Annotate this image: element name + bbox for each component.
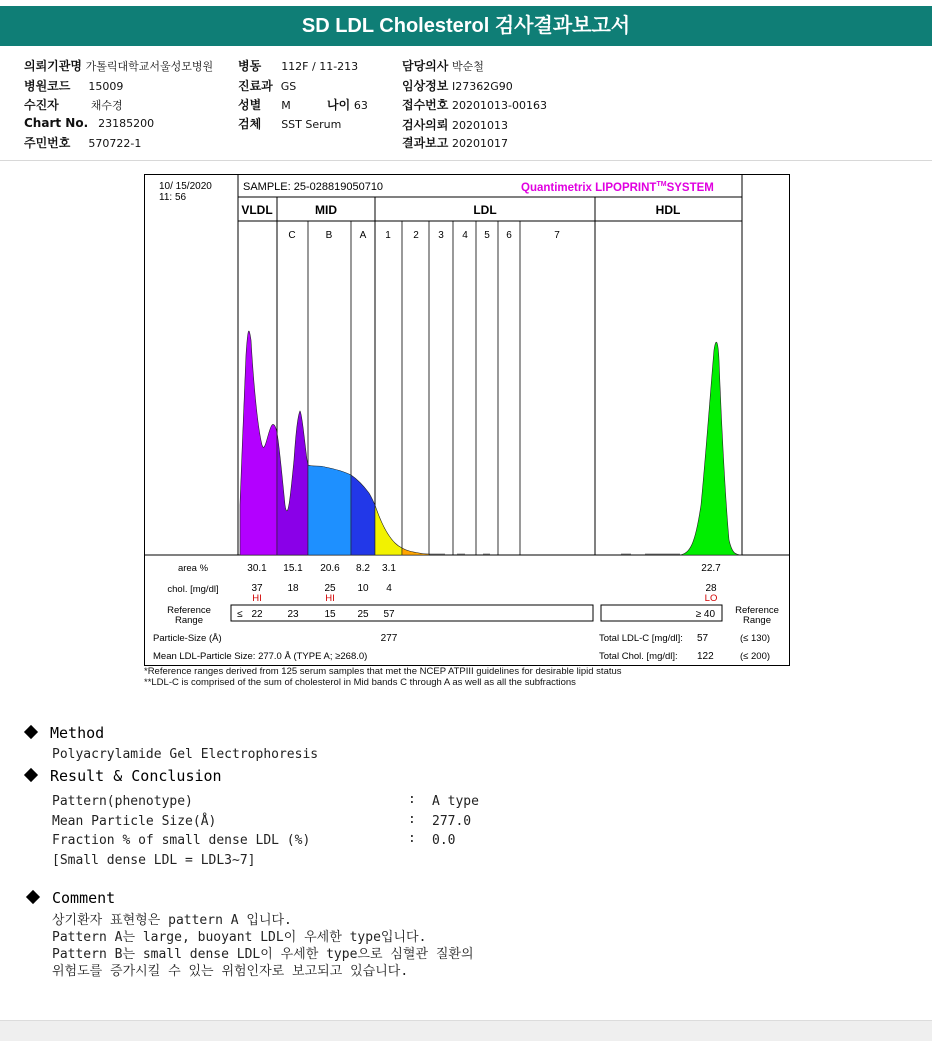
- area-value: 15.1: [283, 563, 303, 574]
- footnote-1: *Reference ranges derived from 125 serum samples that met the NCEP ATPIII guidelines for desirable lipid status: [144, 666, 622, 677]
- chol-row: [251, 583, 392, 604]
- info-patient-name: [24, 96, 123, 113]
- sub-c: C: [288, 230, 296, 241]
- info-key: 접수번호: [402, 98, 449, 112]
- info-key: Chart No.: [24, 116, 89, 130]
- info-key: 임상정보: [402, 79, 449, 93]
- report-date: 10/ 15/2020: [159, 181, 212, 192]
- page-title: SD LDL Cholesterol 검사결과보고서: [0, 6, 932, 46]
- comment-line: 상기환자 표현형은 pattern A 입니다.: [52, 913, 292, 928]
- band-hdl: HDL: [655, 203, 681, 217]
- info-clinical: [402, 77, 513, 94]
- info-resident-no: [24, 134, 141, 151]
- area-value: 3.1: [382, 563, 396, 574]
- info-key: 성별: [238, 98, 262, 112]
- info-value: 채수경: [90, 99, 123, 112]
- info-key: 주민번호: [24, 136, 71, 150]
- info-value: SST Serum: [281, 118, 342, 131]
- result-sep: :: [408, 831, 416, 846]
- area-value: 8.2: [356, 563, 370, 574]
- result-label: Pattern(phenotype): [52, 794, 193, 809]
- lipoprint-chart: [145, 175, 789, 665]
- info-ward: [238, 57, 358, 74]
- particle-size-label: Particle-Size (Å): [153, 633, 222, 644]
- info-doctor: [402, 57, 484, 74]
- info-specimen: [238, 115, 341, 132]
- chol-value: 37: [251, 583, 263, 594]
- info-value: 15009: [88, 80, 124, 93]
- result-value: 277.0: [432, 814, 472, 829]
- info-key: 담당의사: [402, 59, 449, 73]
- sub-ldl2: 2: [413, 230, 419, 241]
- area-value: 30.1: [247, 563, 267, 574]
- row-label-range: Range: [175, 615, 203, 626]
- info-value: 가톨릭대학교서울성모병원: [85, 60, 214, 73]
- system-name-text: Quantimetrix LIPOPRINT: [521, 182, 657, 194]
- hdl-peak: [680, 342, 742, 555]
- info-chart-no: [24, 116, 154, 130]
- info-age: [327, 96, 368, 113]
- result-sep: :: [408, 812, 416, 827]
- report-time: 11: 56: [159, 192, 187, 203]
- comment-line: Pattern A는 large, buoyant LDL이 우세한 type입니다.: [52, 930, 427, 945]
- sub-ldl5: 5: [484, 230, 490, 241]
- info-sex: [238, 96, 291, 113]
- mid-a-peak: [351, 475, 375, 555]
- header-divider: [0, 160, 932, 161]
- info-value: 20201013-00163: [452, 99, 547, 112]
- system-name: [521, 181, 714, 194]
- lipoprint-report: [144, 174, 790, 666]
- hdl-area: 22.7: [701, 563, 721, 574]
- info-key: 결과보고: [402, 136, 449, 150]
- ldl1-peak: [375, 505, 402, 555]
- chol-value: 4: [386, 583, 392, 594]
- result-label: Fraction % of small dense LDL (%): [52, 833, 311, 848]
- result-heading-text: Result & Conclusion: [50, 767, 222, 785]
- info-key: 수진자: [24, 98, 59, 112]
- info-hospital-code: [24, 77, 123, 94]
- result-note: [Small dense LDL = LDL3~7]: [52, 853, 256, 868]
- ref-value: 25: [357, 609, 369, 620]
- bottom-bar: [0, 1020, 932, 1041]
- hdl-flag: LO: [704, 593, 718, 604]
- info-value: 112F / 11-213: [281, 60, 359, 73]
- sub-b: B: [325, 230, 333, 241]
- hdl-ref: ≥ 40: [695, 609, 715, 620]
- info-value: M: [281, 99, 291, 112]
- comment-line: 위험도를 증가시킬 수 있는 위험인자로 보고되고 있습니다.: [52, 964, 409, 979]
- system-tm: TM: [656, 181, 667, 188]
- total-ldl-ref: (≤ 130): [740, 633, 771, 644]
- result-heading: [26, 767, 222, 785]
- info-value: 박순철: [452, 60, 484, 73]
- chol-value: 10: [357, 583, 369, 594]
- ref-value: 22: [251, 609, 263, 620]
- band-ldl: LDL: [473, 203, 497, 217]
- sub-ldl7: 7: [554, 230, 560, 241]
- method-heading: [26, 724, 104, 742]
- result-sep: :: [408, 792, 416, 807]
- ref-box-ldl: [231, 605, 593, 621]
- info-key: 의뢰기관명: [24, 59, 82, 73]
- method-heading-text: Method: [50, 724, 105, 742]
- vldl-peak: [240, 331, 277, 555]
- sub-ldl6: 6: [506, 230, 512, 241]
- total-ldl-value: 57: [697, 633, 709, 644]
- total-chol-value: 122: [697, 651, 714, 662]
- sub-ldl4: 4: [462, 230, 468, 241]
- info-key: 나이: [327, 98, 351, 112]
- area-value: 20.6: [320, 563, 340, 574]
- ldl2-peak: [402, 548, 429, 555]
- ref-value: 23: [287, 609, 299, 620]
- hdl-chol: 28: [705, 583, 717, 594]
- info-value: 20201017: [452, 137, 509, 150]
- particle-size-value: 277: [380, 633, 398, 644]
- result-value: 0.0: [432, 833, 456, 848]
- row-label-chol: chol. [mg/dl]: [167, 584, 219, 595]
- info-value: 570722-1: [88, 137, 142, 150]
- info-value: 23185200: [98, 117, 155, 130]
- info-key: 병동: [238, 59, 262, 73]
- ref-row: [237, 609, 395, 620]
- info-request-date: [402, 116, 508, 133]
- info-receipt-no: [402, 96, 547, 113]
- info-key: 병원코드: [24, 79, 71, 93]
- diamond-bullet-icon: [24, 725, 38, 739]
- row-label-range-right: Range: [743, 615, 771, 626]
- info-value: I27362G90: [452, 80, 513, 93]
- mean-ldl-size: Mean LDL-Particle Size: 277.0 Å (TYPE A; ≥268.0): [153, 651, 368, 662]
- row-label-ref: Reference: [167, 605, 211, 616]
- footnote-2: **LDL-C is comprised of the sum of cholesterol in Mid bands C through A as well as all the subfractions: [144, 677, 576, 688]
- comment-heading-text: Comment: [52, 889, 116, 907]
- mid-c-peak: [277, 411, 308, 555]
- sub-a: A: [359, 230, 367, 241]
- sub-ldl3: 3: [438, 230, 444, 241]
- diamond-bullet-icon: [24, 768, 38, 782]
- ref-value: 57: [383, 609, 395, 620]
- total-ldl-label: Total LDL-C [mg/dl]:: [599, 633, 683, 644]
- band-mid: MID: [315, 203, 337, 217]
- chol-value: 25: [324, 583, 336, 594]
- info-value: 63: [353, 99, 368, 112]
- info-value: GS: [280, 80, 297, 93]
- info-key: 검사의뢰: [402, 118, 449, 132]
- info-value: 20201013: [452, 119, 509, 132]
- info-key: 진료과: [238, 79, 273, 93]
- comment-heading: [28, 889, 115, 907]
- result-value: A type: [432, 794, 479, 809]
- row-label-area: area %: [177, 563, 209, 574]
- chol-flag: HI: [325, 593, 335, 604]
- ref-value: 15: [324, 609, 336, 620]
- total-chol-ref: (≤ 200): [740, 651, 771, 662]
- chol-value: 18: [287, 583, 299, 594]
- diamond-bullet-icon: [26, 890, 40, 904]
- info-department: [238, 77, 296, 94]
- info-requester: [24, 57, 213, 74]
- area-row: [247, 563, 396, 574]
- sub-ldl1: 1: [385, 230, 391, 241]
- sample-id: SAMPLE: 25-028819050710: [243, 181, 384, 193]
- ref-prefix: ≤: [237, 609, 243, 620]
- method-text: Polyacrylamide Gel Electrophoresis: [52, 747, 319, 762]
- band-vldl: VLDL: [241, 203, 273, 217]
- info-report-date: [402, 134, 508, 151]
- total-chol-label: Total Chol. [mg/dl]:: [599, 651, 678, 662]
- system-suffix: SYSTEM: [666, 182, 714, 194]
- comment-line: Pattern B는 small dense LDL이 우세한 type으로 심혈관 질환의: [52, 947, 474, 962]
- chol-flag: HI: [252, 593, 262, 604]
- mid-b-peak: [308, 465, 351, 555]
- result-label: Mean Particle Size(Å): [52, 814, 217, 829]
- info-key: 검체: [238, 117, 262, 131]
- row-label-ref-right: Reference: [735, 605, 779, 616]
